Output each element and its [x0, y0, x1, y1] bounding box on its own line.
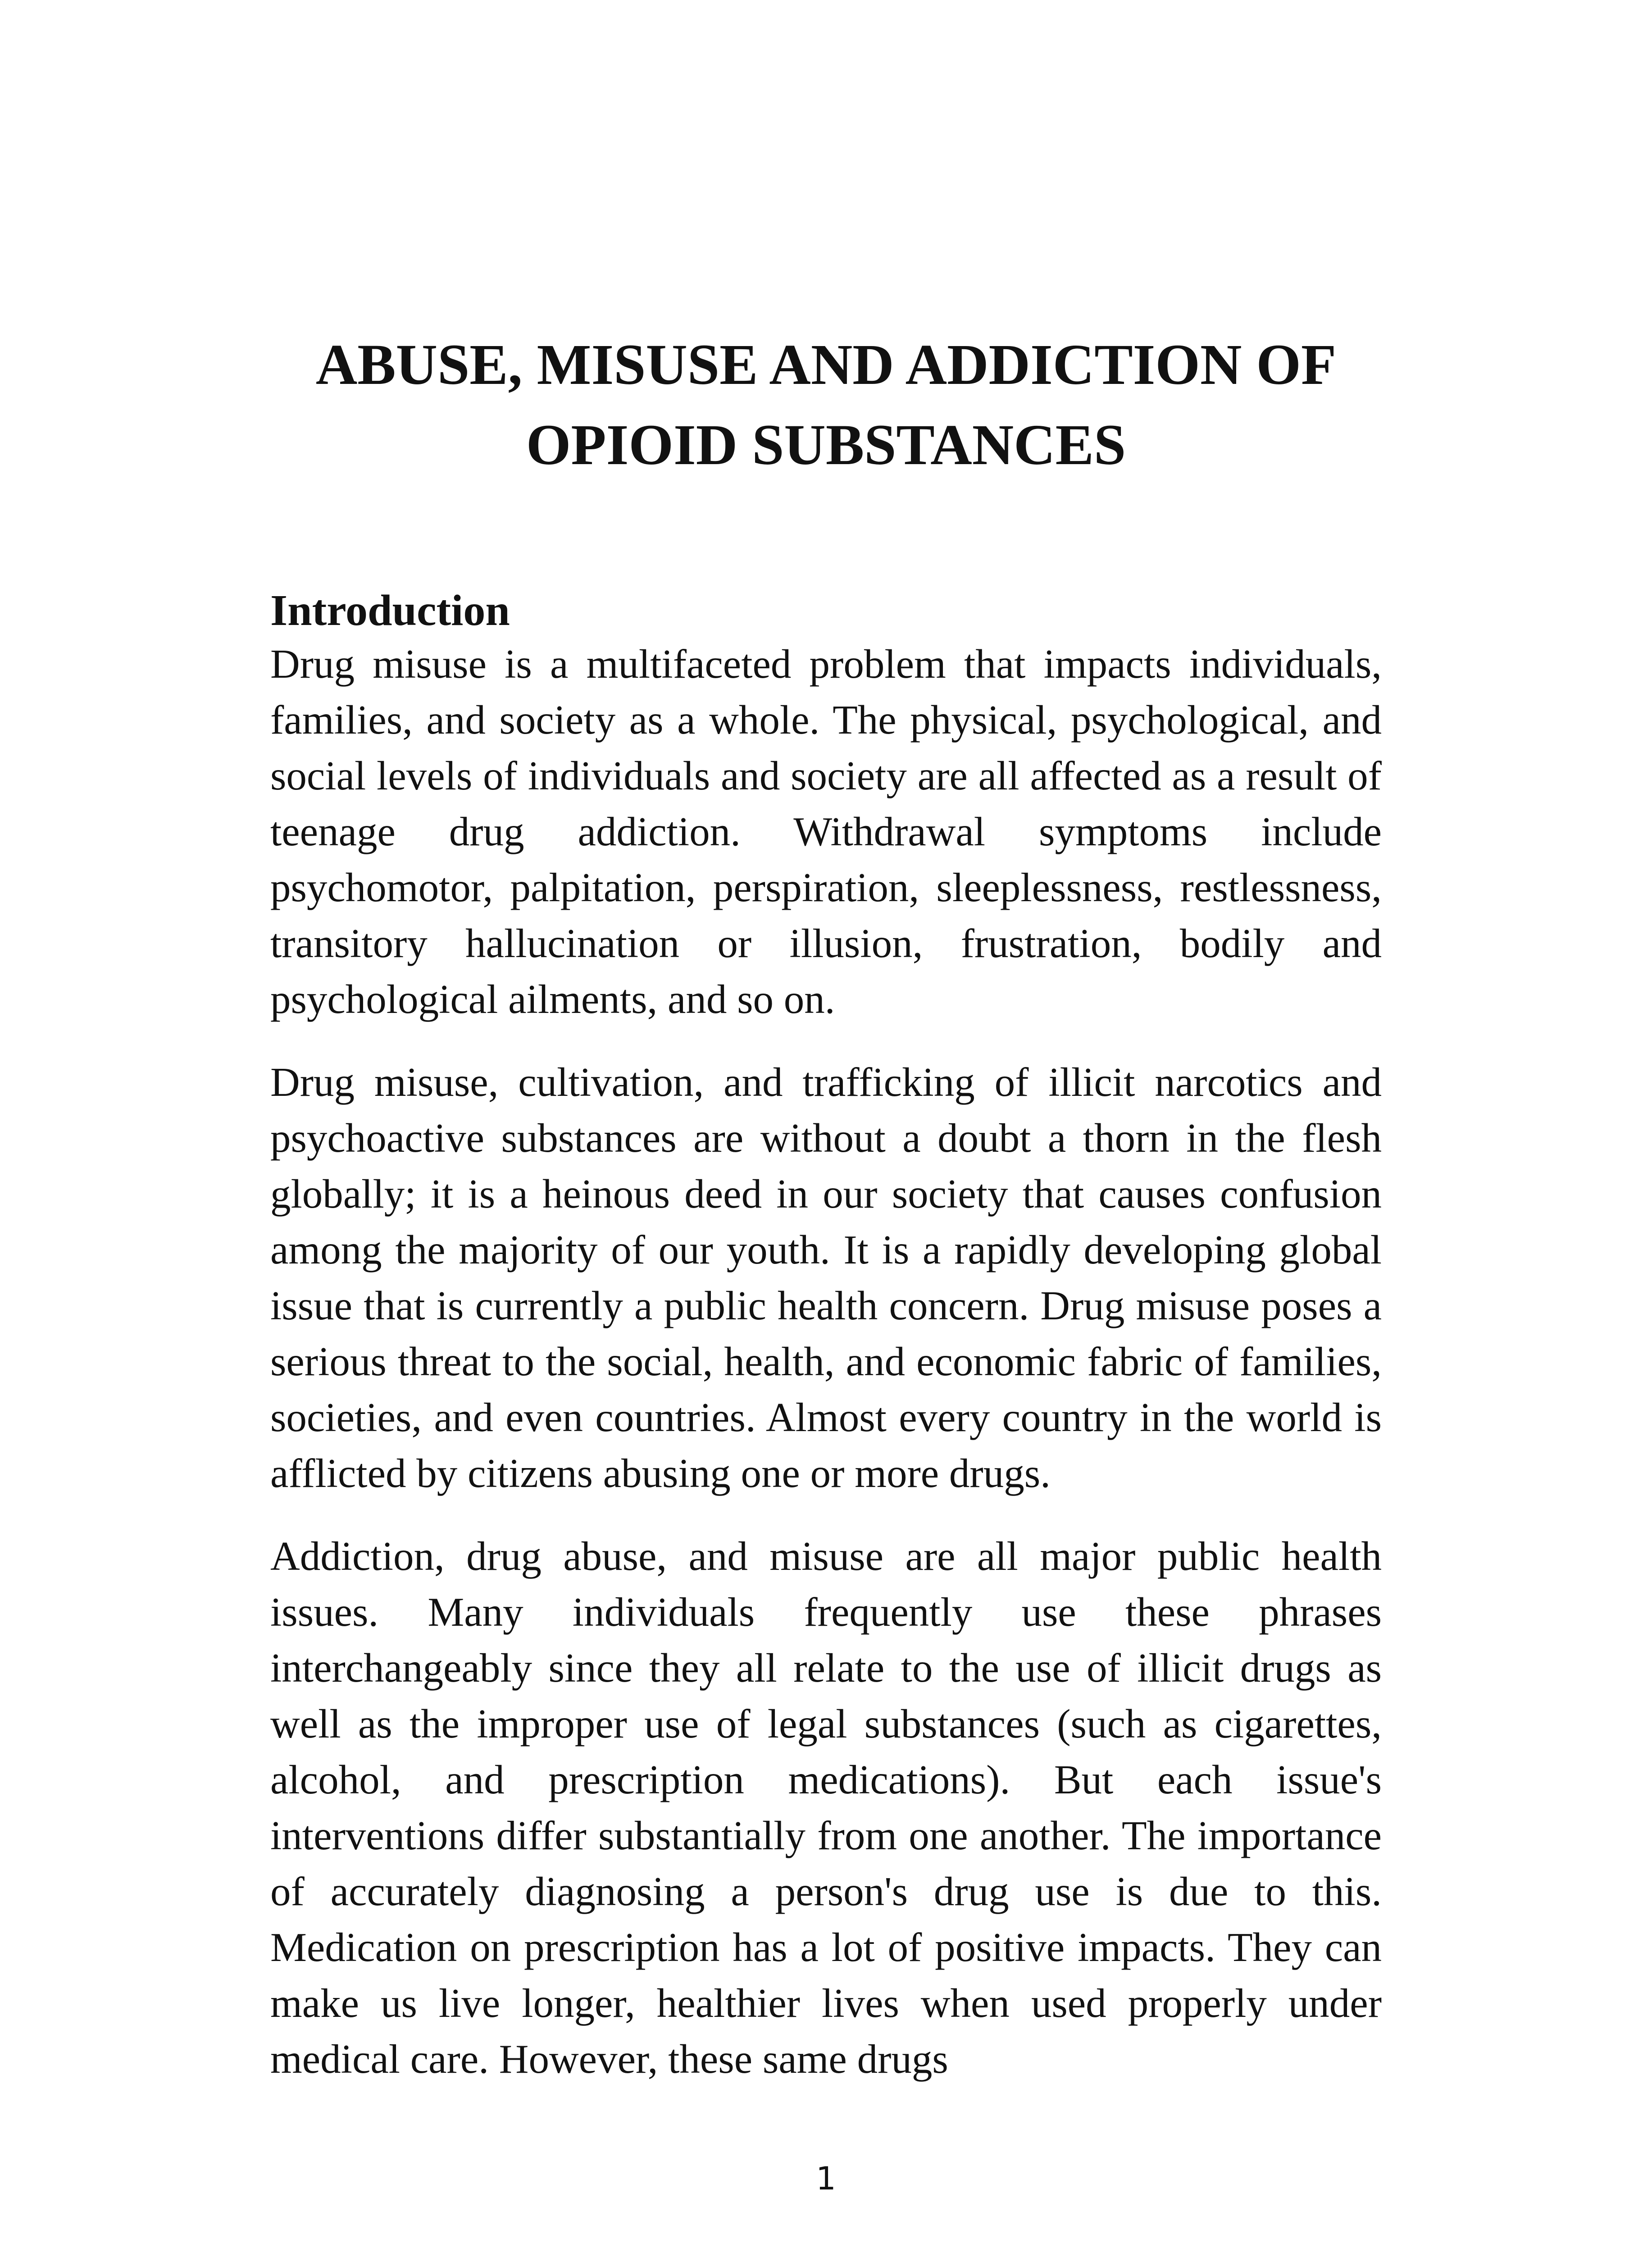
section-heading-introduction: Introduction [270, 586, 510, 635]
title-line-2: OPIOID SUBSTANCES [526, 413, 1126, 477]
paragraph-2: Drug misuse, cultivation, and trafficking of illicit narcotics and psychoactive substances are without a doubt a thorn in the flesh globally; it is a heinous deed in our society that causes confusion among the majority of our youth. It is a rapidly developing global issue that is currently a public health concern. Drug misuse poses a serious threat to the social, health, and economic fabric of families, societies, and even countries. Almost every country in the world is afflicted by citizens abusing one or more drugs. [270, 1059, 1382, 1496]
document-title [270, 324, 1382, 485]
paragraph-3: Addiction, drug abuse, and misuse are all major public health issues. Many individuals frequently use these phrases interchangeably since they all relate to the use of illicit drugs as well as the improper use of legal substances (such as cigarettes, alcohol, and prescription medications). But each issue's interventions differ substantially from one another. The importance of accurately diagnosing a person's drug use is due to this. Medication on prescription has a lot of positive impacts. They can make us live longer, healthier lives when used properly under medical care. However, these same drugs [270, 1533, 1382, 2082]
body-text [270, 636, 1382, 2114]
paragraph-1: Drug misuse is a multifaceted problem that impacts individuals, families, and society as a whole. The physical, psychological, and social levels of individuals and society are all affected as a result of teenage drug addiction. Withdrawal symptoms include psychomotor, palpitation, perspiration, sleeplessness, restlessness, transitory hallucination or illusion, frustration, bodily and psychological ailments, and so on. [270, 641, 1382, 1022]
title-line-1: ABUSE, MISUSE AND ADDICTION OF [315, 333, 1337, 397]
page-number: 1 [816, 2160, 836, 2197]
